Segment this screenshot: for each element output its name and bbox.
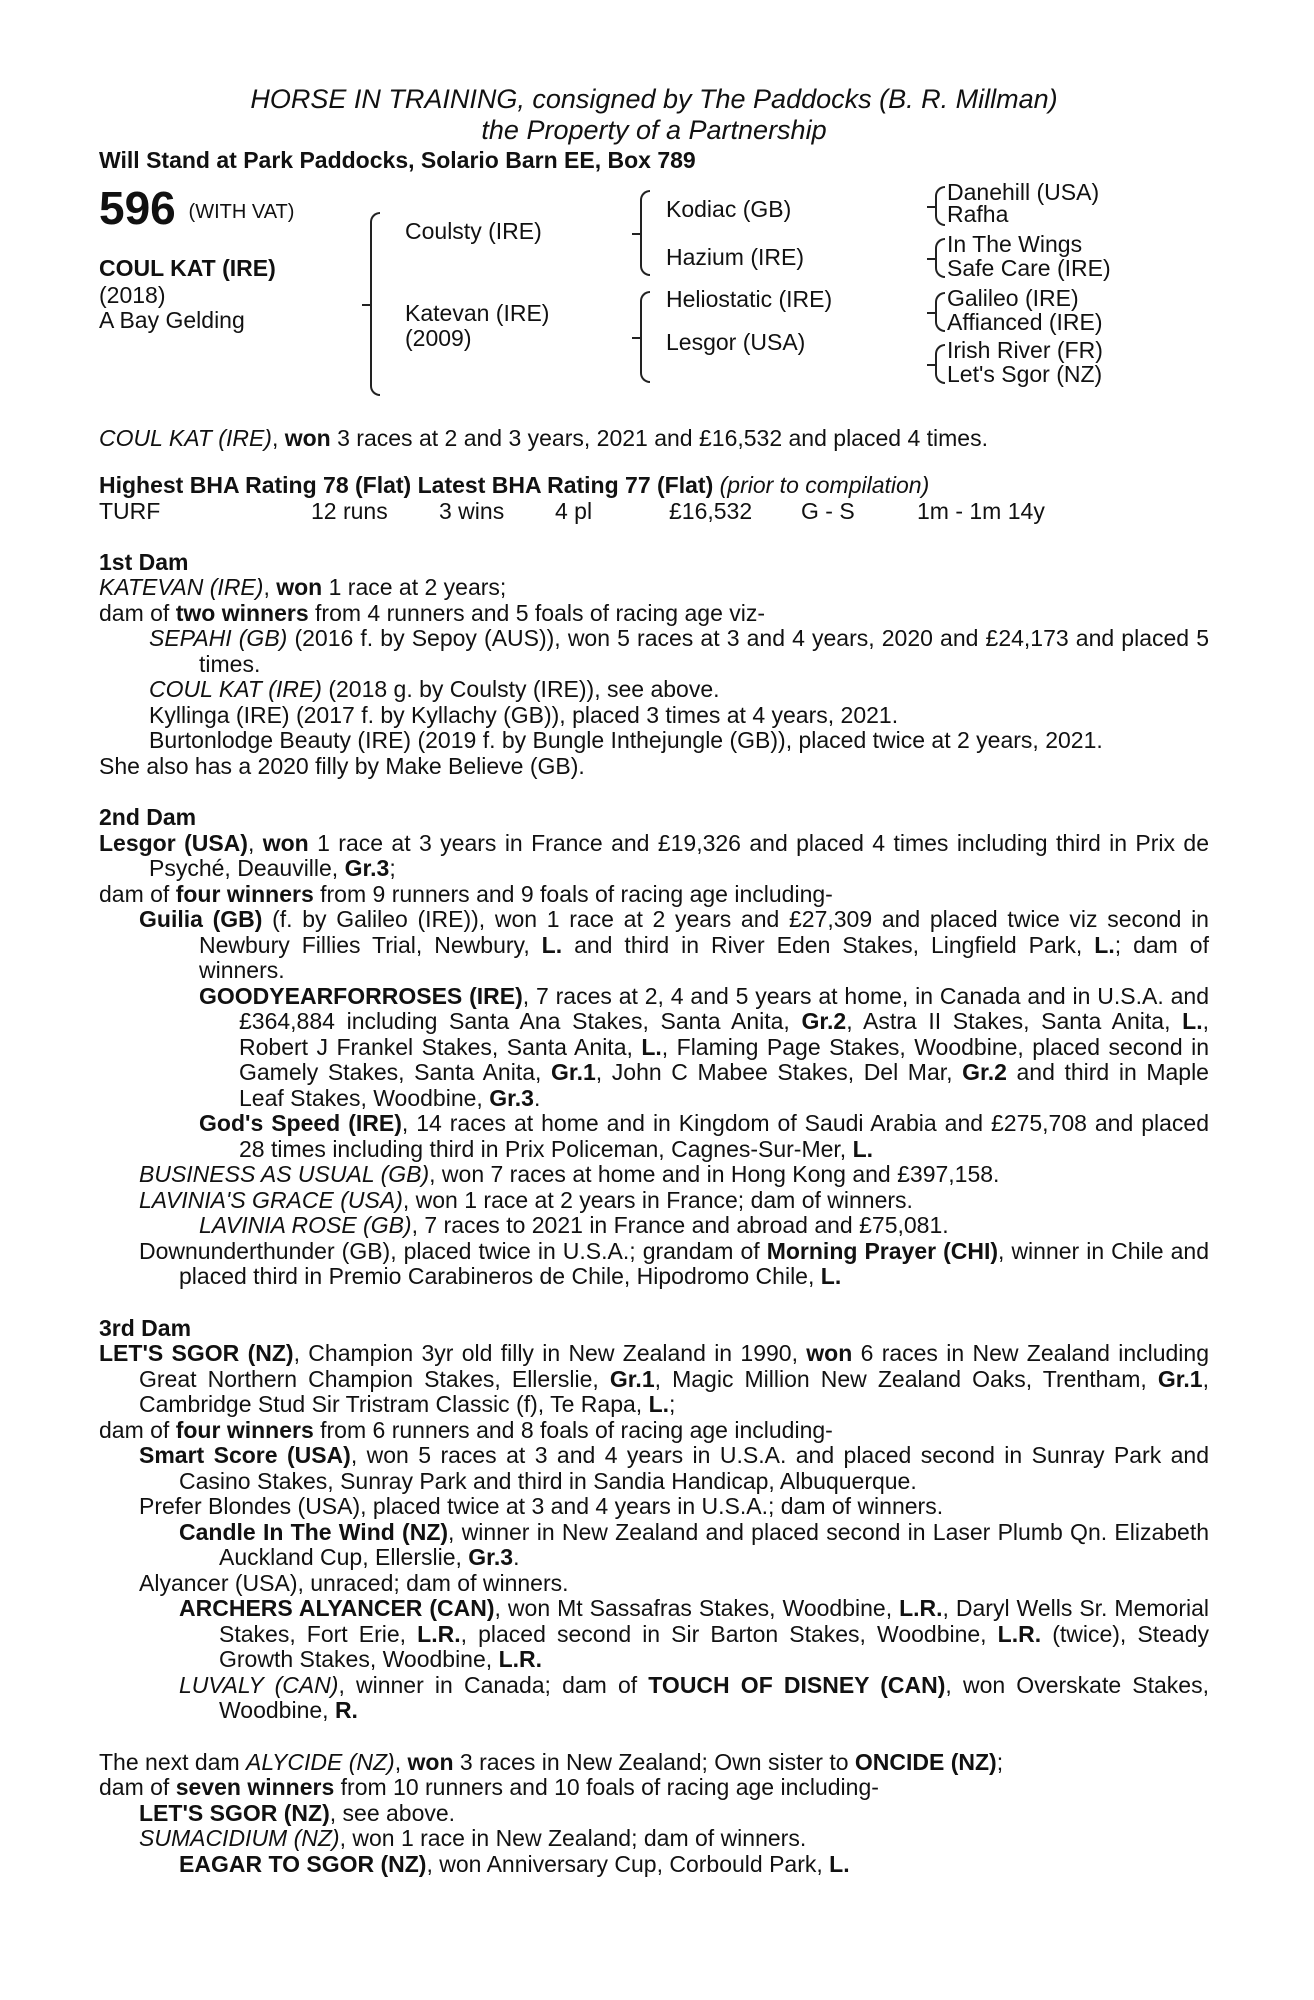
offspring-text: (2018 g. by Coulsty (IRE)), see above. bbox=[321, 676, 720, 702]
list-item bbox=[99, 1111, 1209, 1162]
list-item bbox=[99, 1162, 1209, 1188]
list-item bbox=[99, 1188, 1209, 1214]
list-item: Prefer Blondes (USA), placed twice at 3 and 4 years in U.S.A.; dam of winners. bbox=[139, 1493, 944, 1519]
ggs-1: Danehill (USA) bbox=[947, 178, 1100, 205]
grade-label: R. bbox=[334, 1697, 358, 1723]
grade-label: L. bbox=[648, 1391, 670, 1417]
turf-runs: 12 runs bbox=[311, 497, 388, 524]
offspring-text: , John C Mabee Stakes, Del Mar, bbox=[595, 1059, 963, 1085]
offspring-text: , won 5 races at 3 and 4 years in U.S.A. and placed second in Sunray Park and Casino Stakes, Sunray Park and third in Sandia Handicap, Albuquerque. bbox=[179, 1442, 1209, 1494]
brace-ggs-1 bbox=[935, 186, 945, 226]
rating-note: (prior to compilation) bbox=[719, 472, 930, 498]
offspring-name: LUVALY (CAN) bbox=[179, 1671, 339, 1698]
turf-surface: TURF bbox=[99, 497, 161, 524]
offspring-name: EAGAR TO SGOR (NZ) bbox=[179, 1850, 427, 1877]
page-subtitle: the Property of a Partnership bbox=[481, 115, 827, 145]
offspring-text: Downunderthunder (GB), placed twice in U.S.A.; grandam of bbox=[139, 1237, 767, 1264]
offspring-text: and third in Maple Leaf Stakes, Woodbine, bbox=[239, 1059, 1209, 1111]
offspring-text: ; dam of winners. bbox=[199, 931, 1209, 983]
grade-label: Gr.3 bbox=[489, 1084, 534, 1111]
offspring-name: Smart Score (USA) bbox=[139, 1442, 351, 1468]
offspring-text: , 7 races at 2, 4 and 5 years at home, in Canada and in U.S.A. and £364,884 including Santa Ana Stakes, Santa Anita, bbox=[239, 982, 1209, 1034]
offspring-text: (f. by Galileo (IRE)), won 1 race at 2 years and £27,309 and placed twice viz second in Newbury Fillies Trial, Newbury, bbox=[199, 906, 1209, 958]
rating-block bbox=[99, 473, 1209, 524]
turf-record bbox=[99, 499, 1209, 524]
third-dam-heading: 3rd Dam bbox=[99, 1314, 192, 1341]
offspring-text: , 7 races to 2021 in France and abroad and £75,081. bbox=[411, 1212, 949, 1238]
offspring-text: , won Mt Sassafras Stakes, Woodbine, bbox=[494, 1595, 900, 1621]
offspring-text: , won 7 races at home and in Hong Kong and £397,158. bbox=[429, 1161, 1000, 1187]
grade-label: L. bbox=[829, 1850, 850, 1877]
third-dam-text: , Cambridge Stud Sir Tristram Classic (f), Te Rapa, bbox=[139, 1365, 1209, 1417]
third-dam-won: won bbox=[806, 1340, 853, 1366]
brace-ggs-2 bbox=[935, 238, 945, 278]
third-dam-name: LET'S SGOR (NZ) bbox=[99, 1340, 294, 1366]
offspring-text: , 14 races at home and in Kingdom of Saudi Arabia and £275,708 and placed 28 times including third in Prix Policeman, Cagnes-Sur-Mer, bbox=[239, 1110, 1209, 1162]
list-item bbox=[99, 907, 1209, 984]
list-item bbox=[99, 1239, 1209, 1290]
offspring-text: , winner in Chile and placed third in Premio Carabineros de Chile, Hipodromo Chile, bbox=[179, 1237, 1209, 1289]
offspring-text: , winner in Canada; dam of bbox=[338, 1671, 649, 1698]
granddam-2: Lesgor (USA) bbox=[666, 328, 806, 355]
grade-label: L. bbox=[852, 1135, 874, 1162]
punct: ; bbox=[389, 855, 396, 881]
list-item bbox=[99, 1596, 1209, 1673]
grade-label: L. bbox=[641, 1033, 662, 1060]
list-item bbox=[119, 1213, 1209, 1239]
horse-year: (2018) bbox=[99, 281, 166, 308]
third-dam-text: , Magic Million New Zealand Oaks, Trentham, bbox=[654, 1365, 1158, 1392]
offspring-text: and third in River Eden Stakes, Lingfield Park, bbox=[562, 931, 1095, 958]
grandsire-2: Hazium (IRE) bbox=[666, 243, 805, 270]
grade-label: L.R. bbox=[997, 1620, 1042, 1647]
first-dam-heading: 1st Dam bbox=[99, 548, 189, 575]
next-dam-text: 3 races in New Zealand; Own sister to bbox=[453, 1748, 855, 1775]
offspring-text: , won Anniversary Cup, Corbould Park, bbox=[426, 1850, 830, 1877]
second-dam-section: 2nd Dam Lesgor (USA), won 1 race at 3 years in France and £19,326 and placed 4 times including third in Prix de Psyché, Deauville, Gr.3; dam of four winners from 9 runners and 9 foals of racing age including- Guilia (GB) (f. by Galileo (IRE)), won 1 race at 2 years and £27,309 and placed twice viz second in Newbury Fillies Trial, Newbury, L. and third in River Eden Stakes, Lingfield Park, L.; dam of winners. GOODYEARFORROSES (IRE), 7 races at 2, 4 and 5 years at home, in Canada and in U.S.A. and £364,884 including Santa Ana Stakes, Santa Anita, Gr.2, Astra II Stakes, Santa Anita, L., Robert J Frankel Stakes, Santa Anita, L., Flaming Page Stakes, Woodbine, placed second in Gamely Stakes, Santa Anita, Gr.1, John C Mabee Stakes, Del Mar, Gr.2 and third in Maple Leaf Stakes, Woodbine, Gr.3. God's Speed (IRE), 14 races at home and in Kingdom of Saudi Arabia and £275,708 and placed 28 times including third in Prix Policeman, Cagnes-Sur-Mer, L. BUSINESS AS USUAL (GB), won 7 races at home and in Hong Kong and £397,158. LAVINIA'S GRACE (USA), won 1 race at 2 years in France; dam of winners. LAVINIA ROSE (GB), 7 races to 2021 in France and abroad and £75,081. Downunderthunder (GB), placed twice in U.S.A.; grandam of Morning Prayer (CHI), winner in Chile and placed third in Premio Carabineros de Chile, Hipodromo Chile, L. bbox=[99, 804, 1210, 1289]
offspring-text: , Robert J Frankel Stakes, Santa Anita, bbox=[239, 1008, 1209, 1060]
rating-highest: Highest BHA Rating 78 (Flat) Latest BHA Rating 77 (Flat) bbox=[99, 472, 714, 498]
offspring-text: (twice), Steady Growth Stakes, Woodbine, bbox=[219, 1620, 1209, 1672]
first-dam-race: 1 race at 2 years; bbox=[322, 574, 507, 600]
next-dam-text: The next dam bbox=[99, 1748, 247, 1775]
list-item bbox=[99, 1852, 1209, 1878]
summary-won: won bbox=[284, 424, 331, 451]
punct: ; bbox=[669, 1391, 676, 1417]
granddam-1: Heliostatic (IRE) bbox=[666, 285, 833, 312]
summary-line: COUL KAT (IRE), won 3 races at 2 and 3 years, 2021 and £16,532 and placed 4 times. bbox=[99, 424, 988, 451]
offspring-name: SEPAHI (GB) bbox=[149, 625, 288, 651]
second-dam-name: Lesgor (USA) bbox=[99, 829, 248, 856]
first-dam-dam-of: dam of bbox=[99, 599, 176, 626]
grade-label: Gr.2 bbox=[962, 1059, 1007, 1085]
offspring-text: , winner in New Zealand and placed second in Laser Plumb Qn. Elizabeth Auckland Cup, Ellerslie, bbox=[219, 1518, 1209, 1570]
offspring-name: BUSINESS AS USUAL (GB) bbox=[139, 1161, 430, 1187]
dam-year: (2009) bbox=[405, 324, 472, 351]
list-item bbox=[99, 677, 1209, 703]
punct: , bbox=[394, 1748, 408, 1775]
list-item bbox=[99, 984, 1209, 1112]
offspring-text: , placed second in Sir Barton Stakes, Woodbine, bbox=[460, 1620, 998, 1647]
first-dam-won: won bbox=[276, 574, 323, 600]
third-dam-dam-of: dam of bbox=[99, 1416, 176, 1443]
brace-sire-parents bbox=[640, 190, 650, 276]
next-dam-section bbox=[99, 1750, 1209, 1878]
grade-label: L.R. bbox=[498, 1646, 543, 1672]
offspring-name: GOODYEARFORROSES (IRE) bbox=[199, 982, 523, 1009]
grade-label: L.R. bbox=[417, 1620, 461, 1647]
catalogue-page bbox=[99, 84, 1209, 1877]
page-title: HORSE IN TRAINING, consigned by The Paddocks (B. R. Millman) bbox=[250, 84, 1058, 114]
ggd-1: Galileo (IRE) bbox=[947, 284, 1079, 311]
second-dam-winners: four winners bbox=[175, 880, 314, 907]
offspring-name: LET'S SGOR (NZ) bbox=[139, 1799, 330, 1826]
offspring-name: Guilia (GB) bbox=[139, 906, 263, 932]
next-dam-won: won bbox=[407, 1748, 454, 1775]
list-item bbox=[99, 1801, 1209, 1827]
ggd-4: Let's Sgor (NZ) bbox=[947, 360, 1103, 387]
third-dam-section bbox=[99, 1316, 1209, 1724]
ggs-4: Safe Care (IRE) bbox=[947, 254, 1111, 281]
offspring-name: TOUCH OF DISNEY (CAN) bbox=[648, 1671, 946, 1698]
punct: . bbox=[513, 1544, 520, 1570]
grade-label: L. bbox=[820, 1263, 842, 1289]
next-dam-winners: seven winners bbox=[175, 1774, 335, 1800]
next-dam-name: ALYCIDE (NZ) bbox=[246, 1748, 395, 1775]
summary-horse-name: COUL KAT (IRE) bbox=[99, 424, 272, 451]
horse-description: A Bay Gelding bbox=[99, 306, 245, 333]
next-dam-runners: from 10 runners and 10 foals of racing age including- bbox=[334, 1774, 879, 1800]
turf-distance: 1m - 1m 14y bbox=[917, 497, 1045, 524]
grade-label: Gr.3 bbox=[344, 855, 390, 881]
grandsire-1: Kodiac (GB) bbox=[666, 195, 792, 222]
offspring-name: LAVINIA ROSE (GB) bbox=[199, 1212, 412, 1238]
offspring-name: Candle In The Wind (NZ) bbox=[179, 1518, 449, 1545]
grade-label: L. bbox=[1182, 1008, 1203, 1034]
first-dam-winners: two winners bbox=[175, 599, 309, 626]
grade-label: Gr.1 bbox=[551, 1059, 596, 1085]
list-item bbox=[99, 1443, 1209, 1494]
offspring-text: , Flaming Page Stakes, Woodbine, placed second in Gamely Stakes, Santa Anita, bbox=[239, 1033, 1210, 1085]
second-dam-heading: 2nd Dam bbox=[99, 804, 197, 830]
list-item: Kyllinga (IRE) (2017 f. by Kyllachy (GB)), placed 3 times at 4 years, 2021. bbox=[149, 701, 899, 728]
list-item: Alyancer (USA), unraced; dam of winners. bbox=[139, 1569, 569, 1596]
offspring-name: SUMACIDIUM (NZ) bbox=[139, 1825, 340, 1851]
third-dam-text: 6 races in New Zealand including Great Northern Champion Stakes, Ellerslie, bbox=[139, 1340, 1209, 1392]
first-dam-name: KATEVAN (IRE) bbox=[99, 574, 264, 600]
ggd-3: Irish River (FR) bbox=[947, 336, 1103, 363]
offspring-name: COUL KAT (IRE) bbox=[149, 676, 322, 702]
offspring-text: , won Overskate Stakes, Woodbine, bbox=[219, 1671, 1209, 1723]
second-dam-won: won bbox=[262, 829, 309, 856]
offspring-text: , see above. bbox=[329, 1799, 456, 1826]
second-dam-race: 1 race at 3 years in France and £19,326 and placed 4 times including third in Prix de Psyché, Deauville, bbox=[149, 829, 1209, 881]
second-dam-dam-of: dam of bbox=[99, 880, 176, 907]
next-dam-dam-of: dam of bbox=[99, 1774, 176, 1800]
stand-location: Will Stand at Park Paddocks, Solario Barn EE, Box 789 bbox=[99, 147, 696, 173]
list-item bbox=[99, 1673, 1209, 1724]
first-dam-also: She also has a 2020 filly by Make Believe (GB). bbox=[99, 752, 585, 779]
brace-sire-dam bbox=[370, 212, 380, 396]
pedigree-block bbox=[99, 180, 1209, 420]
turf-wins: 3 wins bbox=[439, 497, 505, 524]
punct: ; bbox=[996, 1748, 1004, 1775]
next-dam-sister: ONCIDE (NZ) bbox=[854, 1748, 997, 1775]
offspring-name: ARCHERS ALYANCER (CAN) bbox=[179, 1595, 495, 1621]
horse-name: COUL KAT (IRE) bbox=[99, 254, 276, 281]
dam-name: Katevan (IRE) bbox=[405, 299, 550, 326]
offspring-text: , won 1 race in New Zealand; dam of winners. bbox=[339, 1825, 807, 1851]
list-item: Burtonlodge Beauty (IRE) (2019 f. by Bungle Inthejungle (GB)), placed twice at 2 years, 2021. bbox=[149, 727, 1103, 753]
punct: . bbox=[533, 1084, 541, 1111]
ggd-2: Affianced (IRE) bbox=[947, 308, 1103, 335]
first-dam-runners: from 4 runners and 5 foals of racing age viz- bbox=[308, 599, 766, 626]
third-dam-text: , Champion 3yr old filly in New Zealand in 1990, bbox=[293, 1340, 807, 1366]
third-dam-winners: four winners bbox=[175, 1416, 314, 1443]
grade-label: Gr.3 bbox=[468, 1544, 514, 1570]
grade-label: L.R. bbox=[899, 1595, 943, 1621]
grade-label: L. bbox=[1094, 931, 1115, 958]
brace-ggd-1 bbox=[935, 292, 945, 332]
offspring-text: , Daryl Wells Sr. Memorial Stakes, Fort Erie, bbox=[219, 1595, 1209, 1647]
sire-name: Coulsty (IRE) bbox=[405, 217, 542, 244]
turf-prize: £16,532 bbox=[669, 497, 753, 524]
grade-label: L. bbox=[541, 931, 563, 958]
turf-going: G - S bbox=[801, 497, 855, 524]
offspring-text: (2016 f. by Sepoy (AUS)), won 5 races at 3 and 4 years, 2020 and £24,173 and placed 5 times. bbox=[199, 625, 1209, 677]
ggs-3: In The Wings bbox=[947, 230, 1083, 257]
grade-label: Gr.1 bbox=[609, 1365, 655, 1392]
third-dam-runners: from 6 runners and 8 foals of racing age including- bbox=[313, 1416, 833, 1443]
offspring-text: , Astra II Stakes, Santa Anita, bbox=[846, 1008, 1183, 1034]
turf-placed: 4 pl bbox=[555, 497, 593, 524]
lot-number bbox=[99, 181, 295, 236]
list-item bbox=[99, 626, 1209, 677]
offspring-name: LAVINIA'S GRACE (USA) bbox=[139, 1186, 403, 1213]
offspring-text: , won 1 race at 2 years in France; dam of winners. bbox=[402, 1186, 913, 1213]
grade-label: Gr.2 bbox=[801, 1008, 847, 1034]
summary-text: 3 races at 2 and 3 years, 2021 and £16,532 and placed 4 times. bbox=[330, 424, 988, 451]
ggs-2: Rafha bbox=[947, 200, 1009, 227]
vat-label: (WITH VAT) bbox=[188, 200, 295, 223]
list-item bbox=[99, 1826, 1209, 1852]
offspring-name: God's Speed (IRE) bbox=[199, 1110, 402, 1136]
first-dam-section: 1st Dam KATEVAN (IRE), won 1 race at 2 years; dam of two winners from 4 runners and 5 foals of racing age viz- SEPAHI (GB) (2016 f. by Sepoy (AUS)), won 5 races at 3 and 4 years, 2020 and £24,173 and placed 5 times. COUL KAT (IRE) (2018 g. by Coulsty (IRE)), see above. Kyllinga (IRE) (2017 f. by Kyllachy (GB)), placed 3 times at 4 years, 2021. Burtonlodge Beauty (IRE) (2019 f. by Bungle Inthejungle (GB)), placed twice at 2 years, 2021. She also has a 2020 filly by Make Believe (GB). bbox=[99, 548, 1209, 779]
grade-label: Gr.1 bbox=[1157, 1365, 1203, 1392]
brace-ggd-2 bbox=[935, 344, 945, 384]
lot-number-value: 596 bbox=[99, 181, 176, 234]
second-dam-runners: from 9 runners and 9 foals of racing age including- bbox=[313, 880, 833, 907]
list-item bbox=[99, 1520, 1209, 1571]
brace-dam-parents bbox=[640, 291, 650, 383]
offspring-name: Morning Prayer (CHI) bbox=[766, 1237, 999, 1264]
